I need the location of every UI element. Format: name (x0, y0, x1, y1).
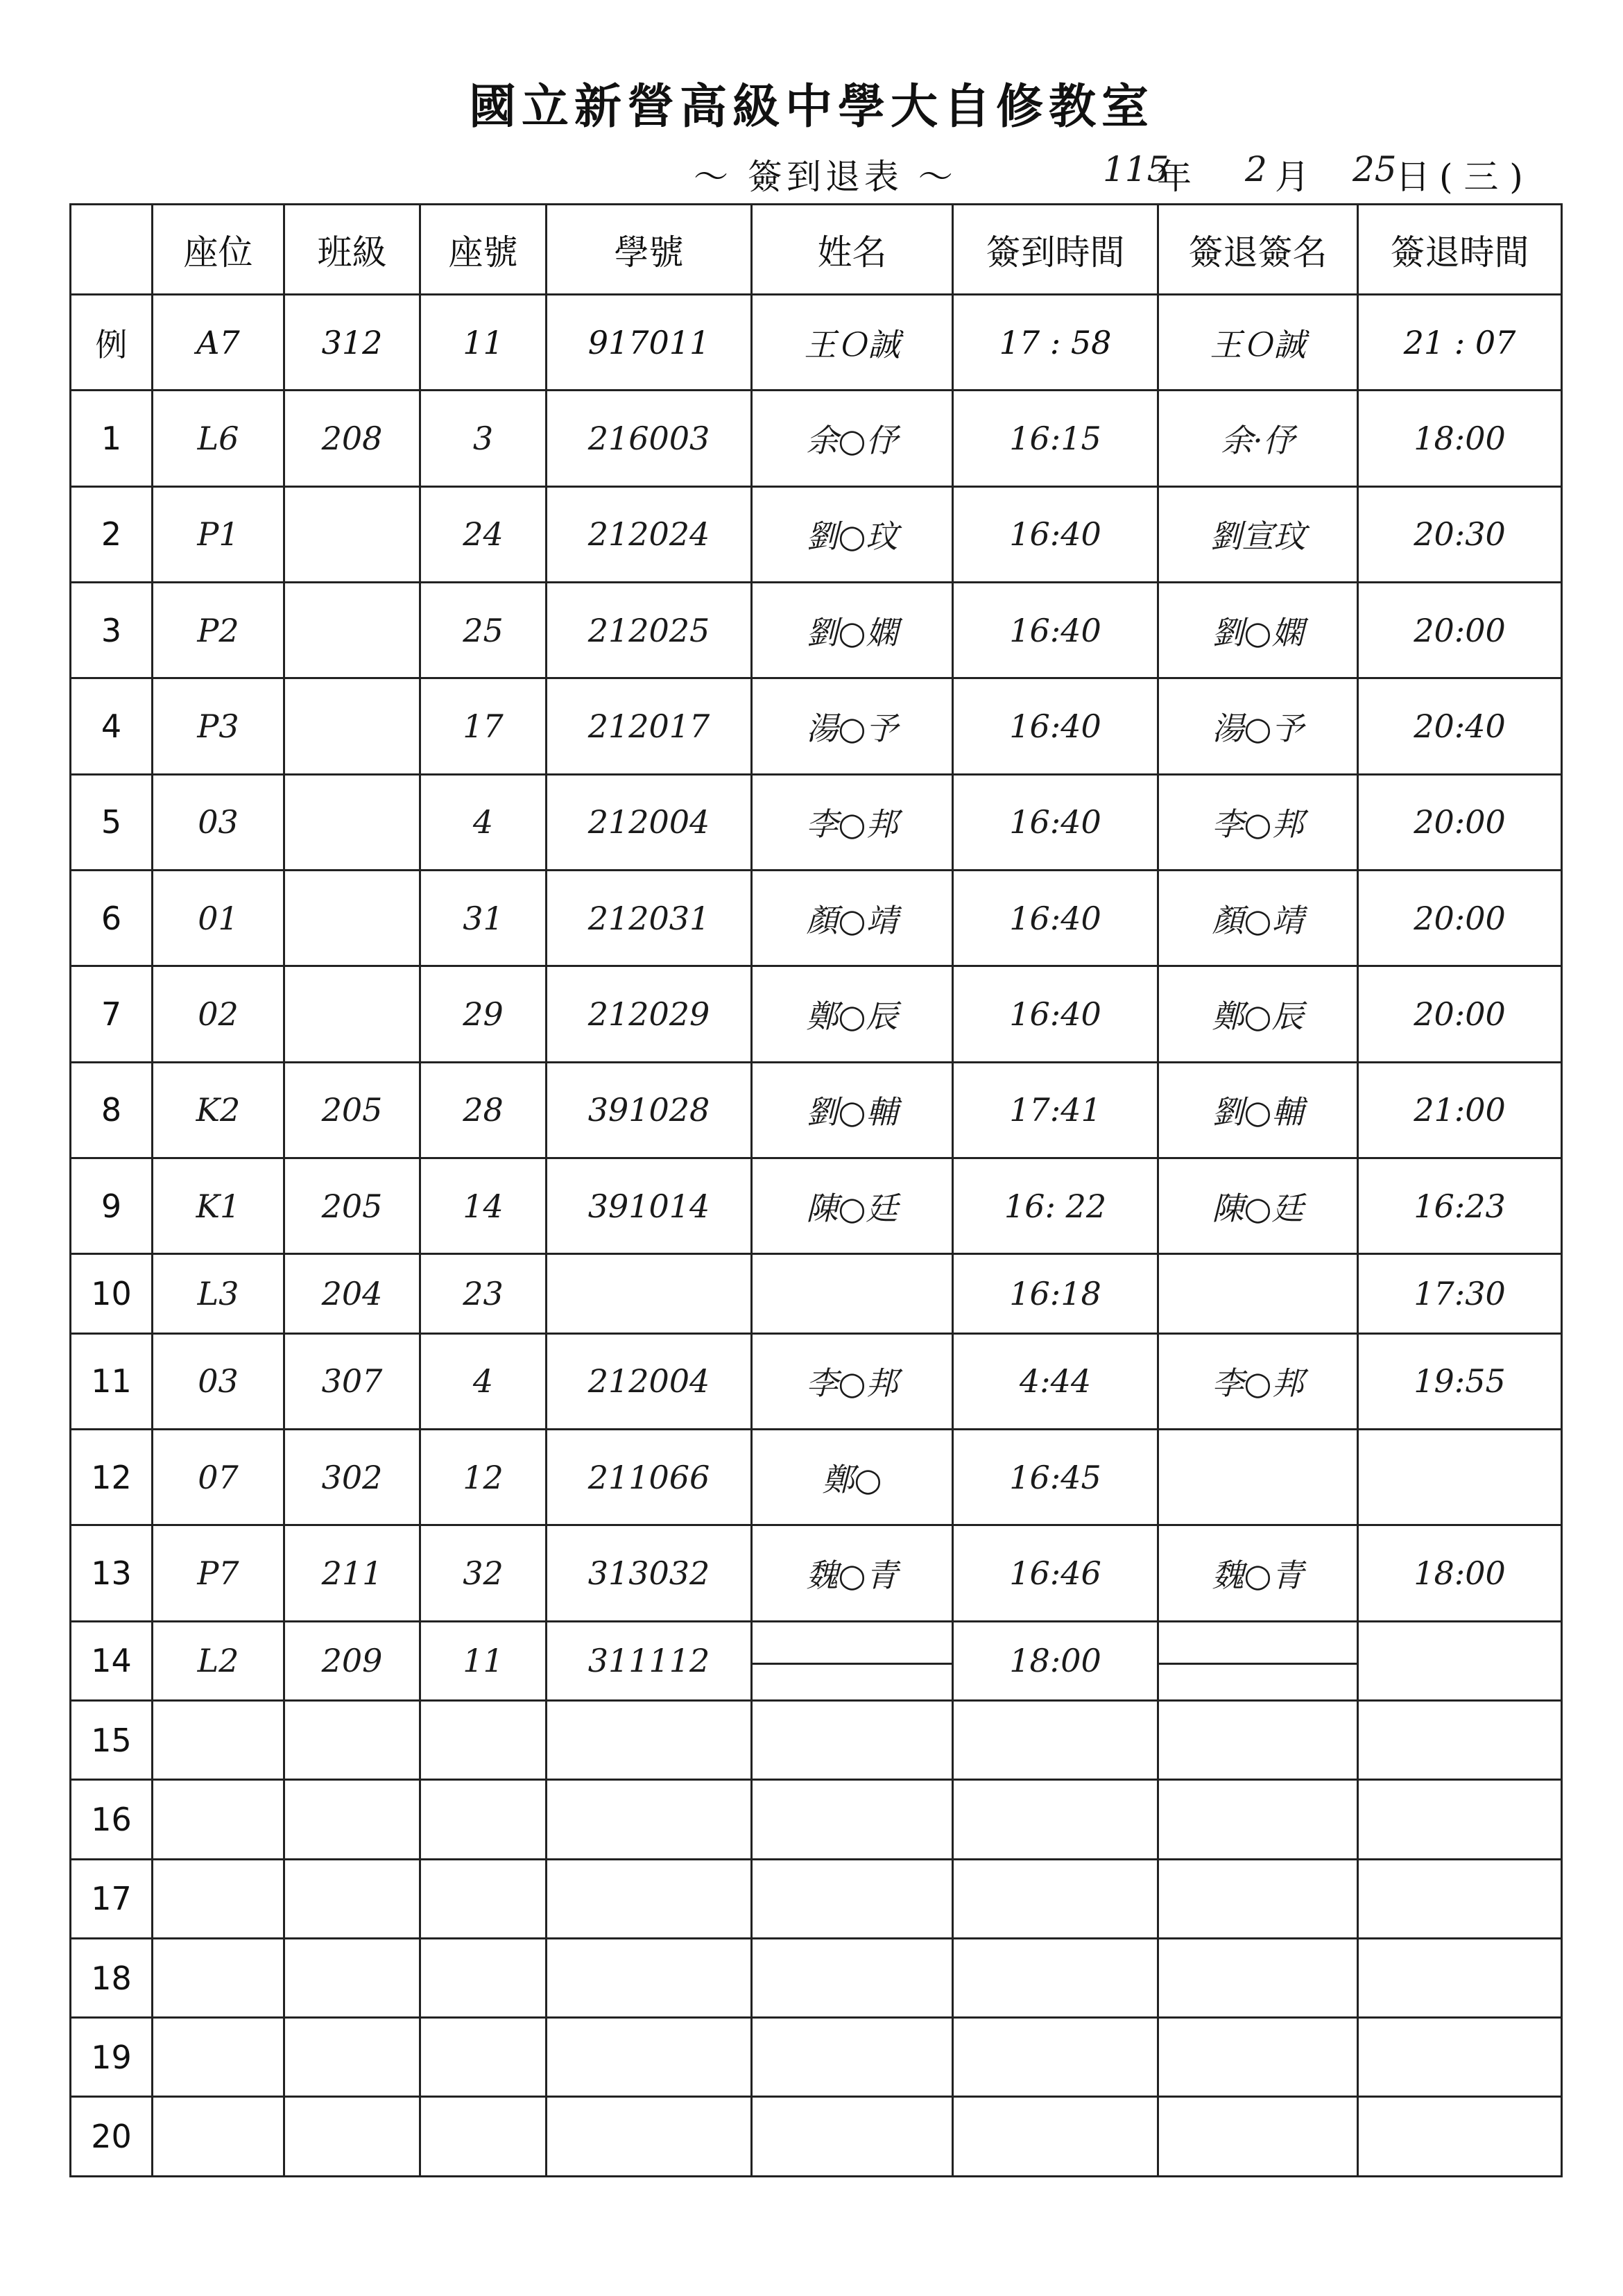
cell-index: 1 (71, 391, 153, 486)
cell-seat: P3 (153, 678, 284, 774)
table-row (71, 774, 1562, 870)
cell-class: 209 (284, 1621, 420, 1700)
cell-index: 17 (71, 1859, 153, 1938)
cell-index: 例 (71, 295, 153, 391)
cell-signin-time: 18:00 (953, 1621, 1158, 1700)
cell-student-id: 313032 (547, 1525, 752, 1621)
cell-class (284, 1938, 420, 2017)
cell-signout-signature: 王Ｏ誠 (1158, 295, 1358, 391)
cell-student-id: 311112 (547, 1621, 752, 1700)
cell-class: 312 (284, 295, 420, 391)
cell-seat: P1 (153, 486, 284, 582)
signin-table (69, 203, 1563, 2177)
cell-index: 5 (71, 774, 153, 870)
cell-name (752, 1859, 953, 1938)
cell-student-id (547, 1254, 752, 1333)
cell-signout-time (1358, 2097, 1562, 2177)
cell-signout-time (1358, 1701, 1562, 1780)
cell-student-id (547, 2018, 752, 2097)
cell-signin-time: 16:46 (953, 1525, 1158, 1621)
cell-seat-number: 25 (420, 583, 547, 678)
cell-seat: 07 (153, 1430, 284, 1525)
cell-signout-time (1358, 1621, 1562, 1700)
cell-class: 204 (284, 1254, 420, 1333)
cell-signout-time (1358, 2018, 1562, 2097)
cell-signout-signature: 劉○嫻 (1158, 583, 1358, 678)
cell-class: 205 (284, 1158, 420, 1254)
cell-signout-signature (1158, 2097, 1358, 2177)
cell-seat-number: 29 (420, 966, 547, 1062)
cell-student-id: 216003 (547, 391, 752, 486)
cell-signout-signature: 劉○輔 (1158, 1062, 1358, 1158)
cell-seat-number (420, 2097, 547, 2177)
cell-index: 13 (71, 1525, 153, 1621)
cell-signout-time (1358, 1938, 1562, 2017)
cell-signout-signature (1158, 1430, 1358, 1525)
cell-student-id (547, 1859, 752, 1938)
cell-class (284, 1859, 420, 1938)
page-subtitle: ～ 簽到退表 ～ (694, 157, 957, 197)
header-row (71, 205, 1562, 295)
cell-signout-time: 20:30 (1358, 486, 1562, 582)
cell-signout-time (1358, 1430, 1562, 1525)
date-day-unit: 日 (1396, 157, 1430, 197)
cell-student-id: 212004 (547, 1333, 752, 1429)
table-row (71, 486, 1562, 582)
table-row (71, 1062, 1562, 1158)
cell-signout-signature: 魏○青 (1158, 1525, 1358, 1621)
cell-signout-time: 18:00 (1358, 1525, 1562, 1621)
cell-seat (153, 2097, 284, 2177)
cell-signin-time: 16:40 (953, 678, 1158, 774)
cell-signout-signature: 劉宣玟 (1158, 486, 1358, 582)
table-row (71, 1333, 1562, 1429)
strike-dash (753, 1663, 953, 1665)
cell-student-id (547, 1701, 752, 1780)
cell-class: 211 (284, 1525, 420, 1621)
cell-class: 208 (284, 391, 420, 486)
cell-name: 鄭○ (752, 1430, 953, 1525)
cell-signout-time: 20:00 (1358, 871, 1562, 966)
cell-name: 劉○嫻 (752, 583, 953, 678)
cell-name (752, 2018, 953, 2097)
cell-class (284, 1780, 420, 1859)
cell-student-id: 212025 (547, 583, 752, 678)
table-row (71, 678, 1562, 774)
cell-class (284, 1701, 420, 1780)
cell-signin-time: 17:41 (953, 1062, 1158, 1158)
cell-index: 10 (71, 1254, 153, 1333)
col-header-class: 班級 (284, 205, 420, 295)
cell-index: 9 (71, 1158, 153, 1254)
cell-signout-time: 16:23 (1358, 1158, 1562, 1254)
cell-name: 余○伃 (752, 391, 953, 486)
col-header-signout-signature: 簽退簽名 (1158, 205, 1358, 295)
cell-seat-number: 4 (420, 1333, 547, 1429)
cell-signin-time (953, 1859, 1158, 1938)
cell-signout-signature (1158, 1938, 1358, 2017)
cell-class: 205 (284, 1062, 420, 1158)
cell-index: 12 (71, 1430, 153, 1525)
cell-class (284, 774, 420, 870)
cell-seat: A7 (153, 295, 284, 391)
cell-name: 劉○玟 (752, 486, 953, 582)
cell-index: 16 (71, 1780, 153, 1859)
cell-signout-signature (1158, 1780, 1358, 1859)
col-header-signout-time: 簽退時間 (1358, 205, 1562, 295)
cell-class (284, 871, 420, 966)
cell-name: 陳○廷 (752, 1158, 953, 1254)
table-row (71, 583, 1562, 678)
cell-seat-number: 11 (420, 295, 547, 391)
cell-name: 鄭○辰 (752, 966, 953, 1062)
cell-name (752, 1254, 953, 1333)
cell-seat (153, 1780, 284, 1859)
cell-signout-signature (1158, 1859, 1358, 1938)
cell-index: 14 (71, 1621, 153, 1700)
cell-name (752, 1938, 953, 2017)
cell-signin-time: 16:40 (953, 774, 1158, 870)
cell-seat: 03 (153, 774, 284, 870)
cell-student-id: 212024 (547, 486, 752, 582)
cell-name (752, 1701, 953, 1780)
cell-student-id: 391014 (547, 1158, 752, 1254)
cell-seat: L6 (153, 391, 284, 486)
cell-seat: K1 (153, 1158, 284, 1254)
cell-seat-number: 28 (420, 1062, 547, 1158)
table-row (71, 1859, 1562, 1938)
cell-signin-time (953, 1938, 1158, 2017)
cell-seat: P7 (153, 1525, 284, 1621)
cell-signout-signature: 湯○予 (1158, 678, 1358, 774)
cell-student-id: 391028 (547, 1062, 752, 1158)
cell-name (752, 2097, 953, 2177)
example-row (71, 295, 1562, 391)
cell-name: 王Ｏ誠 (752, 295, 953, 391)
cell-name (752, 1780, 953, 1859)
table-row (71, 1430, 1562, 1525)
cell-signin-time (953, 2097, 1158, 2177)
cell-name: 魏○青 (752, 1525, 953, 1621)
cell-student-id: 212029 (547, 966, 752, 1062)
cell-name: 李○邦 (752, 1333, 953, 1429)
cell-index: 19 (71, 2018, 153, 2097)
cell-signout-signature (1158, 1701, 1358, 1780)
cell-seat-number: 31 (420, 871, 547, 966)
cell-seat: L3 (153, 1254, 284, 1333)
cell-signin-time: 16:18 (953, 1254, 1158, 1333)
cell-signin-time (953, 2018, 1158, 2097)
cell-seat-number (420, 2018, 547, 2097)
table-row (71, 2018, 1562, 2097)
cell-name: 顏○靖 (752, 871, 953, 966)
cell-seat-number: 23 (420, 1254, 547, 1333)
cell-signout-signature: 鄭○辰 (1158, 966, 1358, 1062)
strike-dash (1159, 1663, 1358, 1665)
cell-signout-signature: 陳○廷 (1158, 1158, 1358, 1254)
cell-signin-time (953, 1701, 1158, 1780)
col-header-seat-number: 座號 (420, 205, 547, 295)
cell-signout-signature: 余·伃 (1158, 391, 1358, 486)
table-row (71, 2097, 1562, 2177)
cell-seat-number: 11 (420, 1621, 547, 1700)
cell-class (284, 966, 420, 1062)
date-month: 2 (1245, 149, 1267, 189)
table-row (71, 871, 1562, 966)
cell-index: 11 (71, 1333, 153, 1429)
cell-student-id: 212031 (547, 871, 752, 966)
cell-name: 李○邦 (752, 774, 953, 870)
cell-index: 15 (71, 1701, 153, 1780)
cell-seat-number (420, 1859, 547, 1938)
cell-name: 劉○輔 (752, 1062, 953, 1158)
cell-signin-time: 16:45 (953, 1430, 1158, 1525)
cell-signout-signature: 李○邦 (1158, 774, 1358, 870)
cell-index: 3 (71, 583, 153, 678)
page-title: 國立新營高級中學大自修教室 (468, 79, 1154, 135)
table-row (71, 1254, 1562, 1333)
cell-seat: P2 (153, 583, 284, 678)
cell-student-id: 917011 (547, 295, 752, 391)
cell-seat-number: 12 (420, 1430, 547, 1525)
cell-seat-number (420, 1701, 547, 1780)
cell-seat-number: 32 (420, 1525, 547, 1621)
table-row (71, 1158, 1562, 1254)
date-weekday: ( 三 ) (1439, 157, 1523, 197)
cell-seat: 03 (153, 1333, 284, 1429)
col-header-index (71, 205, 153, 295)
cell-signin-time: 16:40 (953, 486, 1158, 582)
cell-seat-number: 24 (420, 486, 547, 582)
cell-signin-time: 16:40 (953, 583, 1158, 678)
cell-student-id: 212017 (547, 678, 752, 774)
cell-signout-time: 20:00 (1358, 774, 1562, 870)
cell-seat: K2 (153, 1062, 284, 1158)
cell-seat: 02 (153, 966, 284, 1062)
cell-signout-time: 17:30 (1358, 1254, 1562, 1333)
date-month-unit: 月 (1275, 157, 1309, 197)
table-row (71, 966, 1562, 1062)
cell-index: 18 (71, 1938, 153, 2017)
cell-index: 8 (71, 1062, 153, 1158)
col-header-name: 姓名 (752, 205, 953, 295)
table-row (71, 1938, 1562, 2017)
cell-signout-signature (1158, 1254, 1358, 1333)
cell-student-id (547, 1780, 752, 1859)
cell-signout-time: 20:40 (1358, 678, 1562, 774)
cell-class (284, 2097, 420, 2177)
col-header-student-id: 學號 (547, 205, 752, 295)
cell-class (284, 486, 420, 582)
date-day: 25 (1352, 149, 1397, 189)
cell-seat-number: 3 (420, 391, 547, 486)
cell-student-id: 212004 (547, 774, 752, 870)
cell-signout-signature: 李○邦 (1158, 1333, 1358, 1429)
cell-index: 20 (71, 2097, 153, 2177)
cell-seat-number: 4 (420, 774, 547, 870)
table-row (71, 391, 1562, 486)
cell-index: 4 (71, 678, 153, 774)
cell-name (752, 1621, 953, 1700)
cell-seat (153, 2018, 284, 2097)
cell-signin-time (953, 1780, 1158, 1859)
col-header-signin-time: 簽到時間 (953, 205, 1158, 295)
cell-class (284, 583, 420, 678)
cell-seat-number (420, 1780, 547, 1859)
cell-class (284, 678, 420, 774)
cell-signin-time: 16:15 (953, 391, 1158, 486)
cell-signin-time: 4:44 (953, 1333, 1158, 1429)
cell-seat (153, 1859, 284, 1938)
cell-seat-number (420, 1938, 547, 2017)
cell-signout-time: 21:00 (1358, 1062, 1562, 1158)
cell-signout-signature: 顏○靖 (1158, 871, 1358, 966)
cell-signout-time (1358, 1780, 1562, 1859)
cell-signin-time: 16:40 (953, 966, 1158, 1062)
date-year: 115 (1103, 149, 1169, 189)
table-row (71, 1780, 1562, 1859)
cell-seat (153, 1938, 284, 2017)
cell-student-id (547, 2097, 752, 2177)
cell-index: 6 (71, 871, 153, 966)
cell-seat-number: 14 (420, 1158, 547, 1254)
cell-signout-time (1358, 1859, 1562, 1938)
table-row (71, 1525, 1562, 1621)
cell-seat: 01 (153, 871, 284, 966)
cell-seat-number: 17 (420, 678, 547, 774)
col-header-seat: 座位 (153, 205, 284, 295)
cell-class: 302 (284, 1430, 420, 1525)
cell-signin-time: 16:40 (953, 871, 1158, 966)
table-row (71, 1621, 1562, 1700)
cell-signin-time: 17 : 58 (953, 295, 1158, 391)
cell-seat (153, 1701, 284, 1780)
cell-signout-time: 20:00 (1358, 966, 1562, 1062)
cell-signout-time: 18:00 (1358, 391, 1562, 486)
cell-signout-time: 19:55 (1358, 1333, 1562, 1429)
cell-name: 湯○予 (752, 678, 953, 774)
cell-signout-time: 20:00 (1358, 583, 1562, 678)
cell-signout-signature (1158, 2018, 1358, 2097)
cell-class (284, 2018, 420, 2097)
cell-index: 7 (71, 966, 153, 1062)
date-year-unit: 年 (1157, 157, 1192, 197)
cell-seat: L2 (153, 1621, 284, 1700)
cell-student-id (547, 1938, 752, 2017)
cell-signout-signature (1158, 1621, 1358, 1700)
cell-signin-time: 16: 22 (953, 1158, 1158, 1254)
cell-student-id: 211066 (547, 1430, 752, 1525)
cell-class: 307 (284, 1333, 420, 1429)
cell-signout-time: 21 : 07 (1358, 295, 1562, 391)
table-row (71, 1701, 1562, 1780)
cell-index: 2 (71, 486, 153, 582)
